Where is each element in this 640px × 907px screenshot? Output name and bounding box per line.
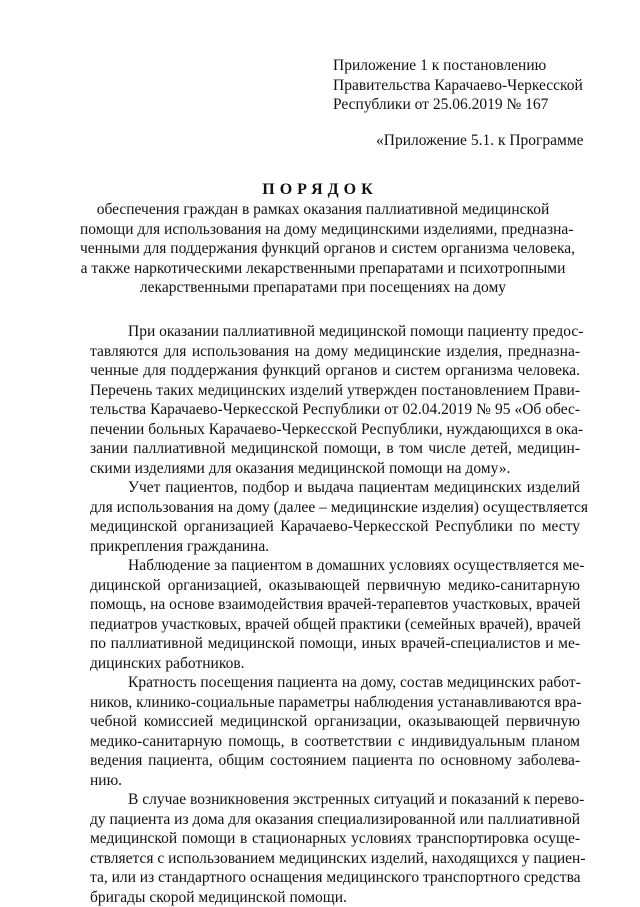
text-line: ду пациента из дома для оказания специализированной или паллиативной	[90, 810, 580, 830]
paragraph	[90, 673, 580, 790]
subtitle-line: помощи для использования на дому медицинскими изделиями, предназна-	[80, 220, 566, 240]
text-line: скими изделиями для оказания медицинской помощи на дому».	[90, 459, 580, 479]
subtitle-line: а также наркотическими лекарственными препаратами и психотропными	[80, 259, 566, 279]
text-line: по паллиативной медицинской помощи, иных врачей-специалистов и ме-	[90, 634, 580, 654]
text-line: бригады скорой медицинской помощи.	[90, 888, 580, 907]
appendix-header	[333, 56, 583, 115]
text-line: Учет пациентов, подбор и выдача пациентам медицинских изделий	[90, 478, 580, 498]
text-line: дицинских работников.	[90, 654, 580, 674]
text-line: та, или из стандартного оснащения медицинского транспортного средства	[90, 868, 580, 888]
paragraph	[90, 478, 580, 556]
text-line: дицинской организацией, оказывающей первичную медико-санитарную	[90, 576, 580, 596]
appendix-line: Правительства Карачаево-Черкесской	[333, 76, 583, 96]
subtitle-line: лекарственными препаратами при посещениях на дому	[80, 278, 566, 298]
text-line: ведения пациента, общим состоянием пациента по основному заболева-	[90, 751, 580, 771]
text-line: В случае возникновения экстренных ситуаций и показаний к перево-	[90, 790, 580, 810]
text-line: медицинской помощи в стационарных условиях транспортировка осуще-	[90, 829, 580, 849]
text-line: печении больных Карачаево-Черкесской Республики, нуждающихся в ока-	[90, 420, 580, 440]
text-line: прикрепления гражданина.	[90, 537, 580, 557]
text-line: зании паллиативной медицинской помощи, в том числе детей, медицин-	[90, 439, 580, 459]
subtitle-line: ченными для поддержания функций органов и систем организма человека,	[80, 239, 566, 259]
text-line: медицинской организацией Карачаево-Черкесской Республики по месту	[90, 517, 580, 537]
text-line: для использования на дому (далее – медицинские изделия) осуществляется	[90, 498, 580, 518]
paragraph	[90, 322, 580, 478]
text-line: При оказании паллиативной медицинской помощи пациенту предос-	[90, 322, 580, 342]
paragraph	[90, 790, 580, 907]
text-line: помощь, на основе взаимодействия врачей-терапевтов участковых, врачей	[90, 595, 580, 615]
text-line: Наблюдение за пациентом в домашних условиях осуществляется ме-	[90, 556, 580, 576]
appendix-line: Приложение 1 к постановлению	[333, 56, 583, 76]
text-line: Перечень таких медицинских изделий утвержден постановлением Прави-	[90, 381, 580, 401]
text-line: ников, клинико-социальные параметры наблюдения устанавливаются вра-	[90, 693, 580, 713]
appendix-line: Республики от 25.06.2019 № 167	[333, 95, 583, 115]
text-line: педиатров участковых, врачей общей практики (семейных врачей), врачей	[90, 615, 580, 635]
document-title: ПОРЯДОК	[0, 180, 640, 200]
text-line: нию.	[90, 771, 580, 791]
program-reference: «Приложение 5.1. к Программе	[376, 131, 584, 150]
text-line: тельства Карачаево-Черкесской Республики от 02.04.2019 № 95 «Об обес-	[90, 400, 580, 420]
text-line: Кратность посещения пациента на дому, состав медицинских работ-	[90, 673, 580, 693]
text-line: медико-санитарную помощь, в соответствии с индивидуальным планом	[90, 732, 580, 752]
document-subtitle	[80, 200, 566, 298]
text-line: ченные для поддержания функций органов и систем организма человека.	[90, 361, 580, 381]
subtitle-line: обеспечения граждан в рамках оказания паллиативной медицинской	[80, 200, 566, 220]
text-line: тавляются для использования на дому медицинские изделия, предназна-	[90, 342, 580, 362]
document-body	[90, 322, 580, 907]
paragraph	[90, 556, 580, 673]
text-line: ствляется с использованием медицинских изделий, находящихся у пациен-	[90, 849, 580, 869]
text-line: чебной комиссией медицинской организации, оказывающей первичную	[90, 712, 580, 732]
